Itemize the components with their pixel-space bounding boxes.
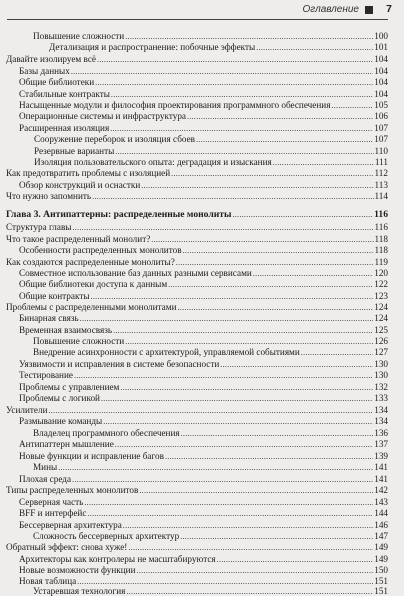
toc-entry [19,554,388,564]
leader-dots [110,124,373,133]
toc-entry [49,42,388,52]
toc-entry-page: 104 [374,54,388,64]
toc-entry-page: 130 [374,359,388,369]
toc-entry-page: 104 [374,77,388,87]
toc-entry-page: 106 [374,111,388,121]
toc-entry [33,531,388,541]
toc-entry-title: Проблемы с управлением [19,382,120,392]
toc-entry-page: 149 [374,554,388,564]
leader-dots [331,101,373,110]
toc-entry [33,462,388,472]
toc-entry-page: 130 [374,370,388,380]
leader-dots [139,486,373,495]
leader-dots [115,440,373,449]
toc-entry-title: Владелец программного обеспечения [33,428,180,438]
toc-entry-page: 119 [374,257,388,267]
toc-entry-title: Общие контракты [19,291,90,301]
toc-entry-title: Что нужно запомнить [6,191,92,201]
toc-entry [6,234,388,244]
leader-dots [220,360,373,369]
toc-entry-title: Как предотвратить проблемы с изоляцией [6,168,171,178]
toc-entry-title: Давайте изолируем всё [6,54,96,64]
toc-entry-title: Повышение сложности [33,336,125,346]
toc-entry-title: Общие библиотеки [19,77,95,87]
leader-dots [183,246,374,255]
toc-entry-title: Общие библиотеки доступа к данным [19,279,168,289]
toc-entry-page: 124 [374,313,388,323]
toc-entry [6,191,388,201]
toc-entry [6,302,388,312]
leader-dots [95,78,373,87]
toc-entry-title: Операционные системы и инфраструктура [19,111,187,121]
toc-entry [19,111,388,121]
toc-entry-page: 136 [374,428,388,438]
leader-dots [187,112,373,121]
toc-entry-page: 134 [374,416,388,426]
leader-dots [87,509,373,518]
toc-entry-page: 134 [374,405,388,415]
toc-entry [19,245,388,255]
toc-entry-page: 107 [374,123,388,133]
toc-entry-page: 112 [374,168,388,178]
toc-entry-page: 151 [374,576,388,586]
toc-entry-page: 147 [374,531,388,541]
toc-entry [19,520,388,530]
toc-entry-page: 101 [374,42,388,52]
leader-dots [196,135,373,144]
toc-entry [19,474,388,484]
leader-dots [103,417,373,426]
toc-entry-page: 141 [374,462,388,472]
toc-entry [19,576,388,586]
toc-entry [19,508,388,518]
toc-entry [33,347,388,357]
toc-entry-title: Изоляция пользовательского опыта: деградация и изыскания [34,157,272,167]
toc-entry [34,146,388,156]
toc-entry-title: Глава 3. Антипаттерны: распределенные монолиты [6,209,232,220]
toc-entry [19,100,388,110]
toc-entry-page: 120 [374,268,388,278]
toc-entry-page: 104 [374,66,388,76]
toc-entry [33,586,388,596]
leader-dots [72,223,373,232]
toc-entry-title: Размывание команды [19,416,103,426]
toc-entry-page: 110 [374,146,388,156]
leader-dots [180,532,373,541]
toc-entry-title: Совместное использование баз данных разными сервисами [19,268,252,278]
leader-dots [77,577,373,586]
toc-entry [19,416,388,426]
leader-dots [111,90,373,99]
leader-dots [101,394,373,403]
toc-entry-page: 125 [374,325,388,335]
toc-entry-page: 144 [374,508,388,518]
toc-entry-title: Новые функции и исправление багов [19,451,164,461]
toc-entry-page: 137 [374,439,388,449]
toc-entry-page: 151 [374,586,388,596]
leader-dots [128,543,373,552]
leader-dots [171,169,373,178]
toc-entry-page: 123 [374,291,388,301]
toc-entry-title: Бессерверная архитектура [19,520,122,530]
toc-entry-page: 104 [374,89,388,99]
toc-entry-page: 143 [374,497,388,507]
toc-entry [19,325,388,335]
toc-entry-title: Серверная часть [19,497,84,507]
toc-entry-title: Насыщенные модули и философия проектирования программного обеспечения [19,100,331,110]
toc-entry-title: Обзор конструкций и оснастки [19,180,141,190]
leader-dots [178,303,374,312]
toc-entry-title: Усилители [6,405,48,415]
toc-entry-page: 118 [374,245,388,255]
leader-dots [141,181,373,190]
toc-entry-title: Что такое распределенный монолит? [6,234,151,244]
toc-entry [19,77,388,87]
toc-entry-title: Временная взаимосвязь [19,325,113,335]
toc-entry-title: Обратный эффект: снова хуже! [6,542,128,552]
toc-entry-title: Сооружение переборок и изоляция сбоев [34,134,195,144]
leader-dots [232,210,373,219]
toc-entry-page: 127 [374,347,388,357]
header-title: Оглавление [302,4,359,15]
toc-entry-title: Уязвимости и исправления в системе безопасности [19,359,220,369]
toc-entry-page: 133 [374,393,388,403]
leader-dots [256,43,373,52]
toc-entry-page: 113 [374,180,388,190]
toc-entry [19,497,388,507]
leader-dots [120,383,373,392]
toc-entry-title: Плохая среда [19,474,72,484]
toc-entry [6,257,388,267]
toc-entry [19,370,388,380]
leader-dots [126,587,373,596]
toc-entry-page: 149 [374,542,388,552]
toc-entry [33,31,388,41]
toc-entry-page: 124 [374,302,388,312]
toc-entry-page: 107 [374,134,388,144]
leader-dots [84,498,373,507]
toc-entry-title: Тестирование [19,370,73,380]
toc-entry-title: Базы данных [19,66,70,76]
toc-entry-title: Структура главы [6,222,72,232]
leader-dots [181,429,374,438]
toc-entry [19,359,388,369]
leader-dots [72,475,373,484]
toc-entry [6,542,388,552]
leader-dots [97,55,373,64]
toc-entry-page: 114 [374,191,388,201]
toc-entry-title: Новая таблица [19,576,77,586]
toc-entry [19,382,388,392]
toc-entry-title: Стабильные контракты [19,89,110,99]
leader-dots [71,67,373,76]
toc-entry [33,428,388,438]
toc-entry-page: 122 [374,279,388,289]
toc-entry [19,393,388,403]
toc-entry-title: Новые возможности функции [19,565,136,575]
toc-entry [19,565,388,575]
toc-entry-title: Повышение сложности [33,31,125,41]
toc-entry [19,439,388,449]
toc-entry [19,279,388,289]
leader-dots [125,337,373,346]
toc-entry-title: Расширенная изоляция [19,123,110,133]
toc-entry [6,54,388,64]
toc-entry-page: 150 [374,565,388,575]
toc-entry-page: 139 [374,451,388,461]
toc-entry [6,485,388,495]
toc-entry [19,451,388,461]
toc-entry-title: Бинарная связь [19,313,79,323]
leader-dots [165,452,373,461]
page-number: 7 [386,3,392,15]
toc-entry [19,268,388,278]
leader-dots [74,371,373,380]
toc-entry-title: Особенности распределенных монолитов [19,245,182,255]
leader-dots [58,463,373,472]
toc-entry [19,313,388,323]
toc-entry-title: Как создаются распределенные монолиты? [6,257,175,267]
toc-entry [6,168,388,178]
toc-entry-title: Проблемы с логикой [19,393,100,403]
leader-dots [49,406,374,415]
toc-entry-page: 142 [374,485,388,495]
leader-dots [253,269,373,278]
toc-entry [19,66,388,76]
toc-entry [19,291,388,301]
toc-entry-page: 132 [374,382,388,392]
toc-entry [6,405,388,415]
leader-dots [151,235,373,244]
leader-dots [123,521,373,530]
leader-dots [91,292,374,301]
leader-dots [80,314,374,323]
leader-dots [217,555,374,564]
toc-entry [19,123,388,133]
toc-entry-page: 141 [374,474,388,484]
leader-dots [273,158,374,167]
toc-entry [34,134,388,144]
leader-dots [168,280,373,289]
toc-entry [19,180,388,190]
toc-entry-title: Сложность бессерверных архитектур [33,531,180,541]
toc-entry [34,157,388,167]
leader-dots [125,32,373,41]
toc-entry-page: 116 [374,222,388,232]
toc-entry-title: Проблемы с распределенными монолитами [6,302,177,312]
toc-entry [33,336,388,346]
leader-dots [137,566,374,575]
toc-entry-page: 116 [374,209,388,220]
toc-chapter-heading [6,209,388,220]
toc-entry-title: Детализация и распространение: побочные эффекты [49,42,256,52]
leader-dots [92,192,373,201]
leader-dots [301,348,373,357]
leader-dots [176,258,374,267]
toc-entry-page: 126 [374,336,388,346]
toc-entry-title: Архитекторы как контролеры не масштабируются [19,554,216,564]
toc-entry-title: Мины [33,462,58,472]
toc-entry-page: 105 [374,100,388,110]
toc-entry-title: Устаревшая технология [33,586,126,596]
toc-entry-title: Внедрение асинхронности с архитектурой, управляемой событиями [33,347,300,357]
toc-entry [6,222,388,232]
toc-entry-title: Типы распределенных монолитов [6,485,139,495]
toc-entry-title: Резервные варианты [34,146,115,156]
toc-entry-page: 100 [374,31,388,41]
toc-entry-page: 118 [374,234,388,244]
toc-entry-title: BFF и интерфейс [19,508,87,518]
toc-entry-page: 146 [374,520,388,530]
toc-entry-title: Антипаттерн мышление [19,439,114,449]
leader-dots [113,326,373,335]
toc-entry [19,89,388,99]
leader-dots [115,147,373,156]
toc-entry-page: 111 [374,157,388,167]
